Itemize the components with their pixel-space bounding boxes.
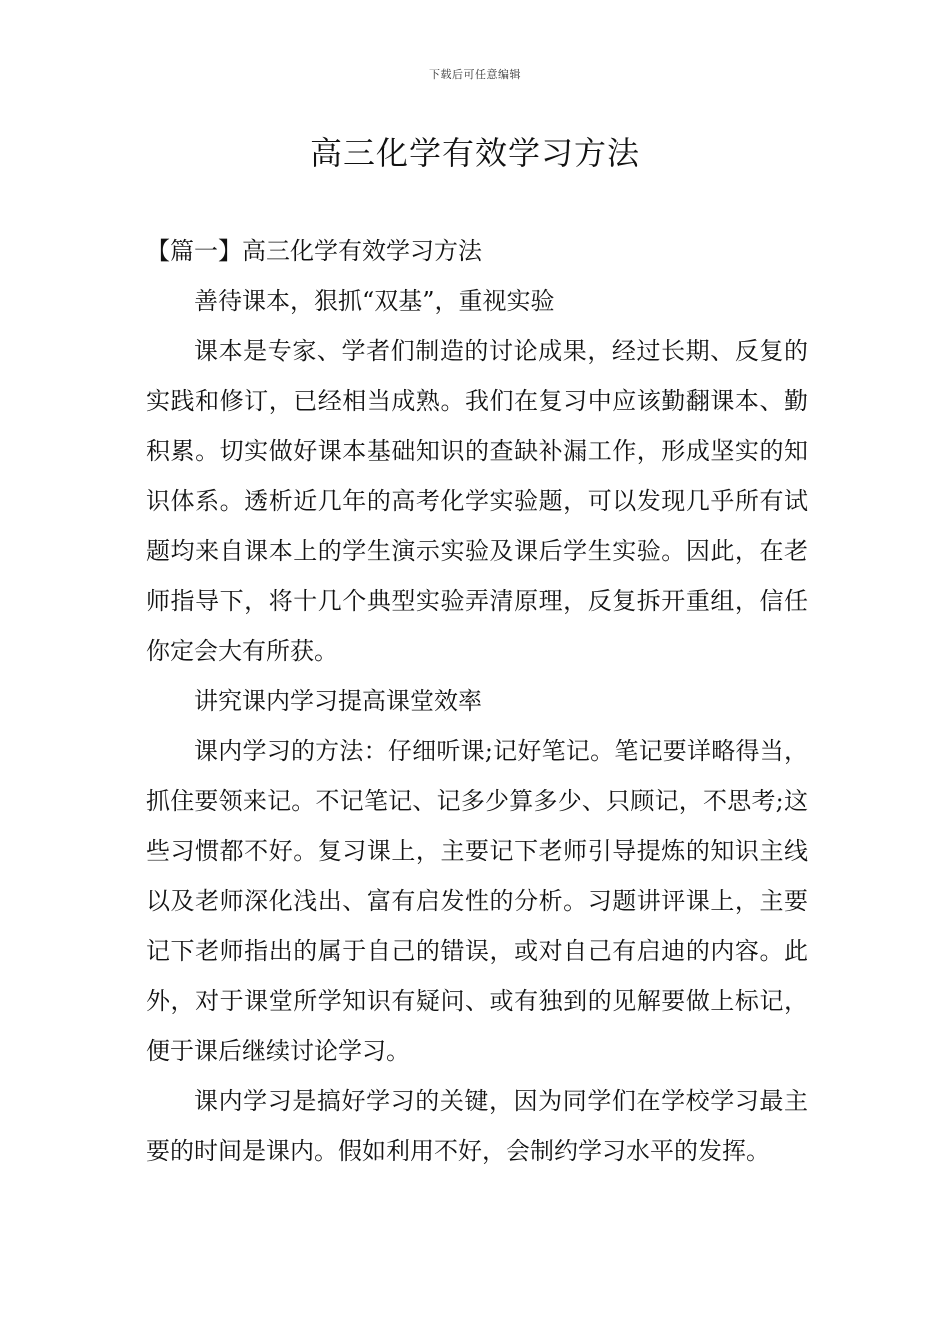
document-body	[146, 226, 808, 1176]
subheading-textbook: 善待课本，狠抓“双基”，重视实验	[194, 287, 555, 315]
header-note: 下载后可任意编辑	[429, 68, 521, 81]
paragraph-textbook: 课本是专家、学者们制造的讨论成果，经过长期、反复的实践和修订，已经相当成熟。我们在复习中应该勤翻课本、勤积累。切实做好课本基础知识的查缺补漏工作，形成坚实的知识体系。透析近几年的高考化学实验题，可以发现几乎所有试题均来自课本上的学生演示实验及课后学生实验。因此，在老师指导下，将十几个典型实验弄清原理，反复拆开重组，信任你定会大有所获。	[146, 337, 808, 665]
document-title: 高三化学有效学习方法	[309, 134, 640, 172]
subheading-classroom: 讲究课内学习提高课堂效率	[194, 687, 482, 715]
section-heading: 【篇一】高三化学有效学习方法	[146, 237, 482, 265]
paragraph-classroom-method: 课内学习的方法：仔细听课;记好笔记。笔记要详略得当，抓住要领来记。不记笔记、记多少算多少、只顾记，不思考;这些习惯都不好。复习课上，主要记下老师引导提炼的知识主线以及老师深化浅出、富有启发性的分析。习题讲评课上，主要记下老师指出的属于自己的错误，或对自己有启迪的内容。此外，对于课堂所学知识有疑问、或有独到的见解要做上标记，便于课后继续讨论学习。	[146, 737, 808, 1065]
paragraph-classroom-key: 课内学习是搞好学习的关键，因为同学们在学校学习最主要的时间是课内。假如利用不好，会制约学习水平的发挥。	[146, 1087, 808, 1165]
